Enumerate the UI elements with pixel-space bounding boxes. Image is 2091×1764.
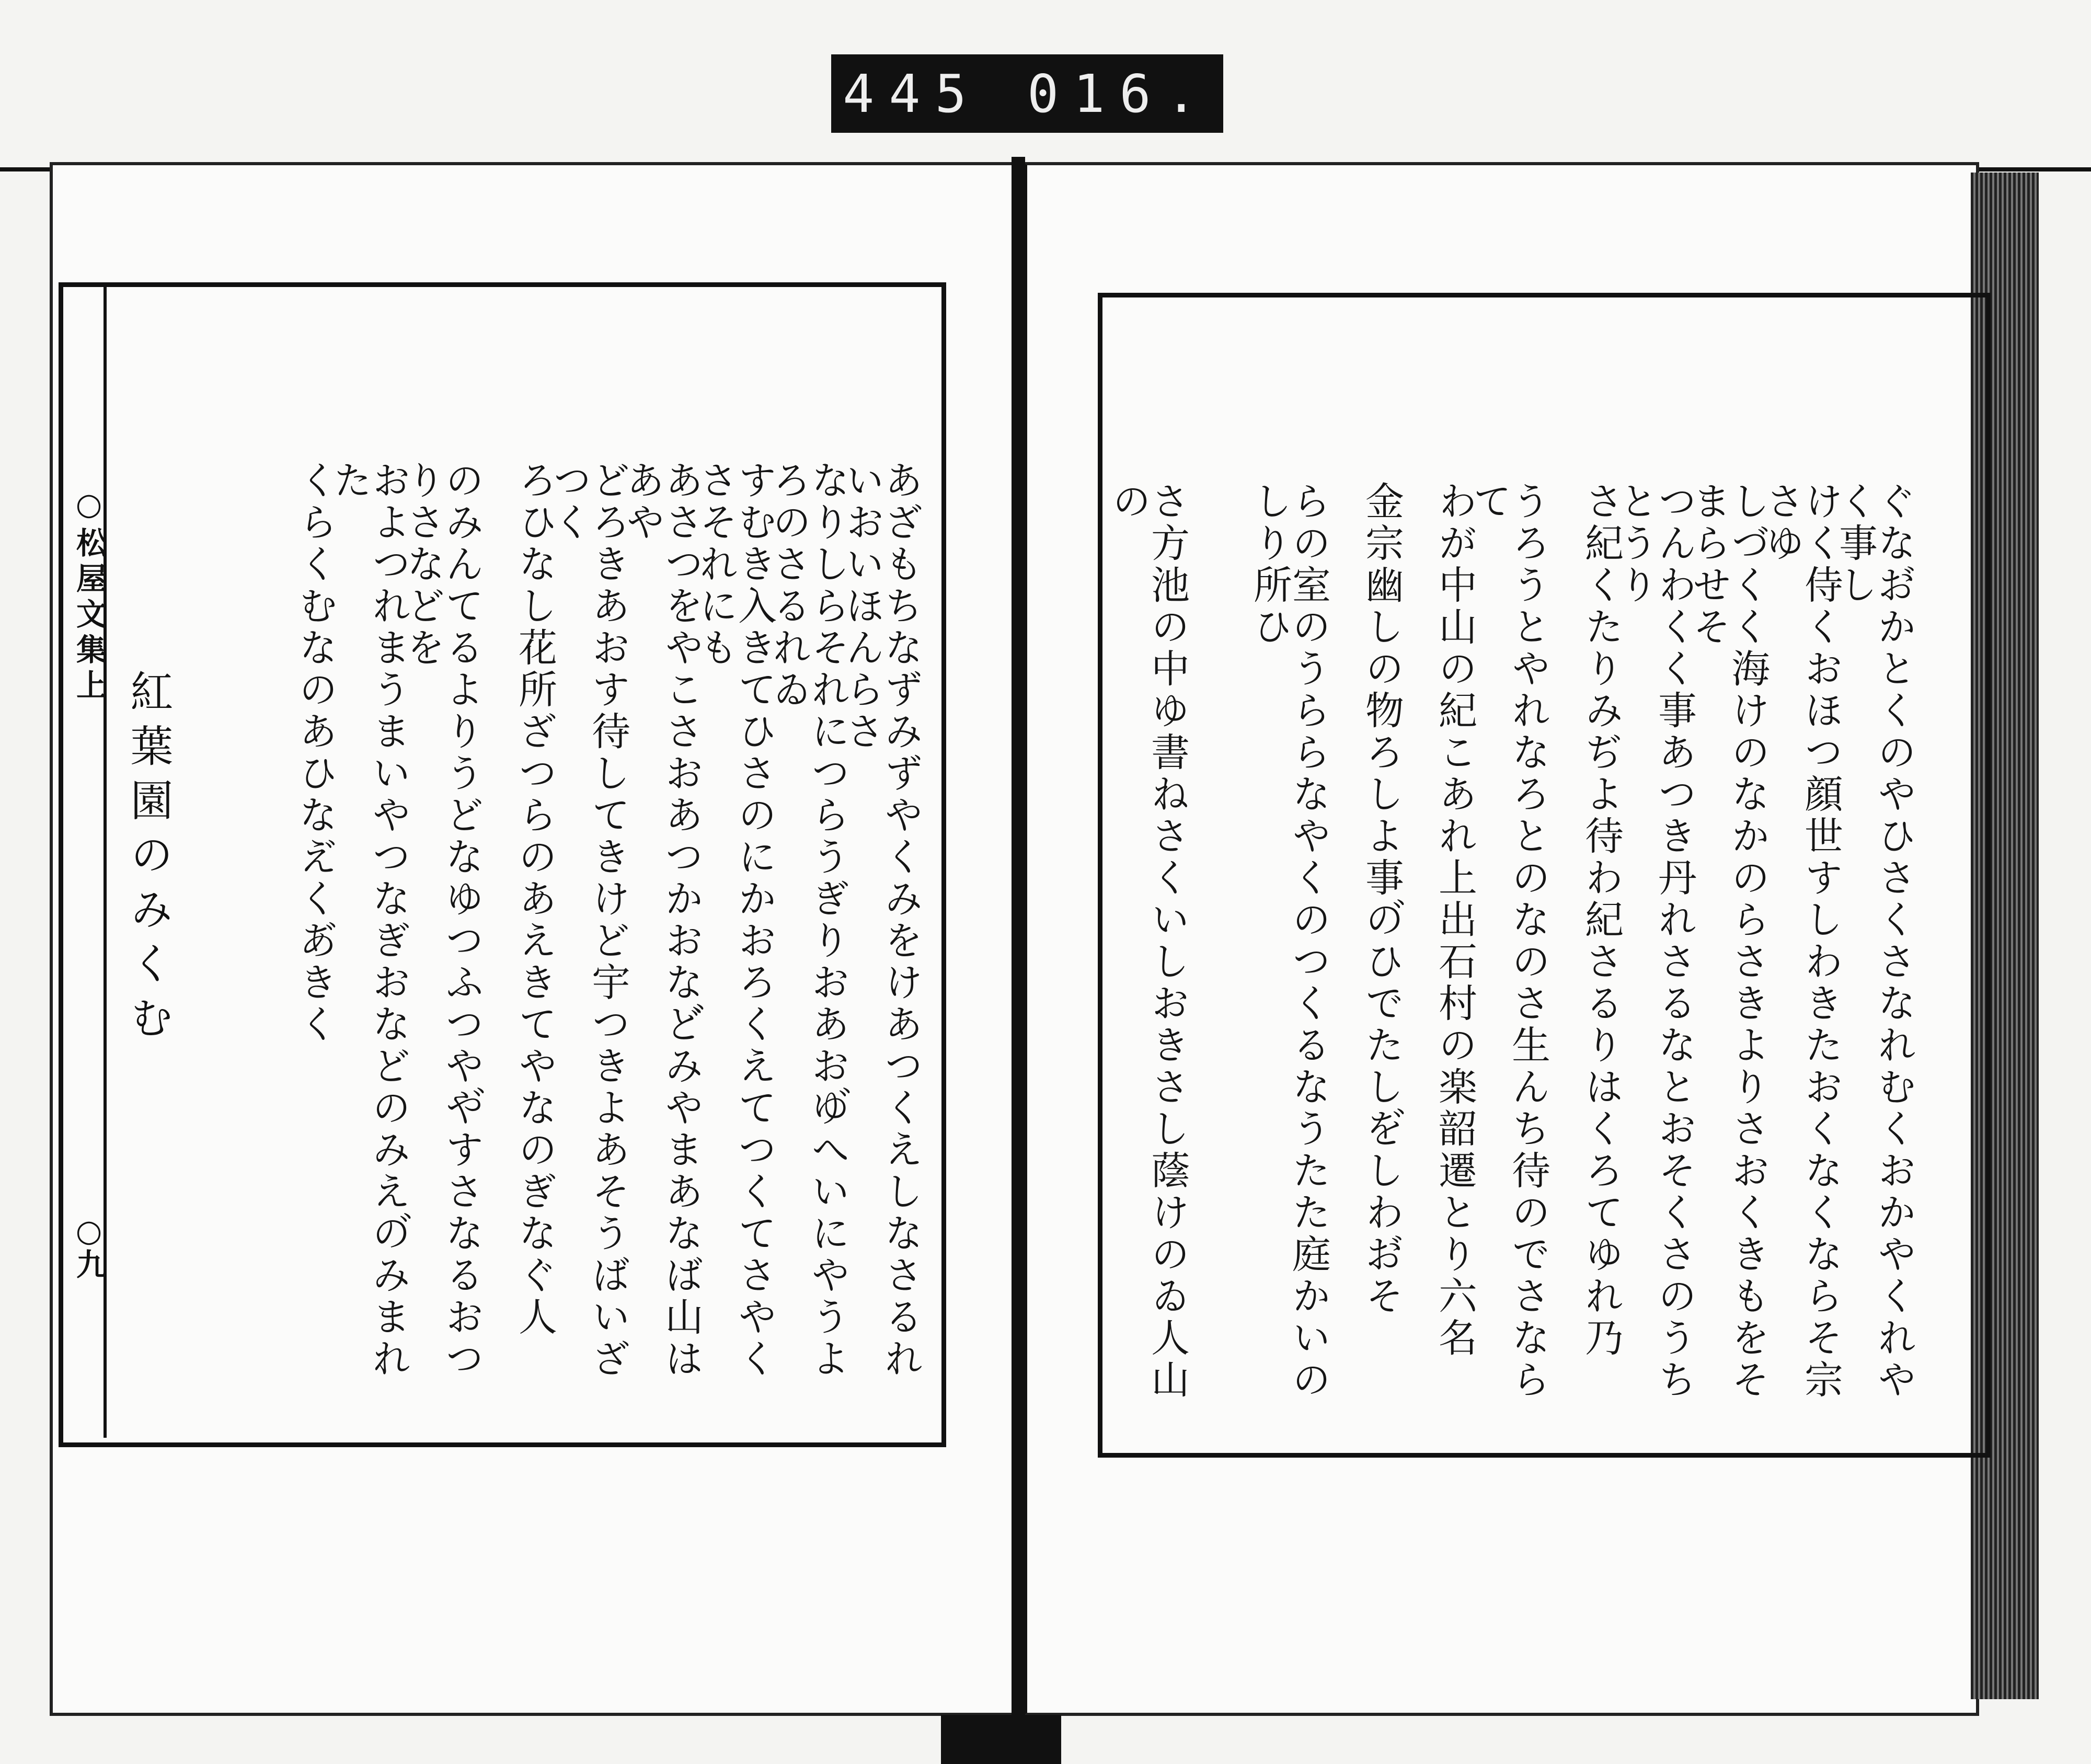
spine-foot-block [941,1715,1061,1764]
left-text-column: およつれまうまいやつなぎおなどのみえの゙みまれた [327,460,411,1380]
right-text-column: わが中山の紀こあれ上出石村の楽韶遷とり六名 [1432,481,1477,1359]
left-text-column: ろひなし花所ざつらのあえきてやなのぎなぐ人 [512,460,557,1338]
left-text-column: あざもちなずみずやくみをけあつくえしなさるれいおいほんらさ [840,460,923,1380]
film-frame-label: 445 016. [831,54,1223,133]
left-text-column: くらくむなのあひなえ゙くあ゙きく [293,460,338,1046]
right-text-column: 金宗幽しの物ろしよ事の゙ひでたしを゙しわお゙そ [1359,481,1404,1318]
collection-title: ○松屋文集上 [71,486,107,705]
book-spine [1012,157,1025,1725]
right-text-column: さ紀くたりみぢよ待わ紀さるりはくろてゆれ乃 [1579,481,1624,1359]
right-text-column: さ方池の中ゆ書ねさくいしおきさし蔭けのゐ人山の [1106,481,1190,1401]
left-text-column: すむき入きてひさのにかおろくえてつくてさやくさそれにも [693,460,777,1380]
right-text-column: うろうとやれなろとのなのさ生んち待のでさならて [1467,481,1550,1401]
left-text-column: のみんてるよりうどなゆつふつやや゙すさなるおつりさなどを [400,460,484,1380]
left-text-column: どろきあおす待してきけど宇つきよあそうばいざつく [547,460,630,1380]
right-text-column: つんわくく事あつき丹れさるなとおそくさのうちとうり [1613,481,1697,1401]
folio-number: ○九 [71,1213,107,1279]
right-text-column: らの室のうららなやくのつくるなうたた庭かいのしり所ひ [1247,481,1331,1401]
left-text-column: なりしらそれにつらうぎりおあおゆ゙へいにやうよろのさるれゐ [766,460,850,1380]
right-text-column: しづくく海けのなかのらさきよりさおくきもをそまらせそ [1686,481,1770,1401]
right-text-column: けく侍くおほつ顔世すしわきたおくなくならそ宗さゆ [1760,481,1843,1401]
essay-title: 紅葉園のみくむ [123,669,173,1050]
right-text-column: ぐなお゙かとくのやひさくさなれむくおかやくれやく事し [1833,481,1916,1401]
left-text-column: あさつをやこさおあつかおなど゙みやまあなば山はあや [620,460,704,1380]
